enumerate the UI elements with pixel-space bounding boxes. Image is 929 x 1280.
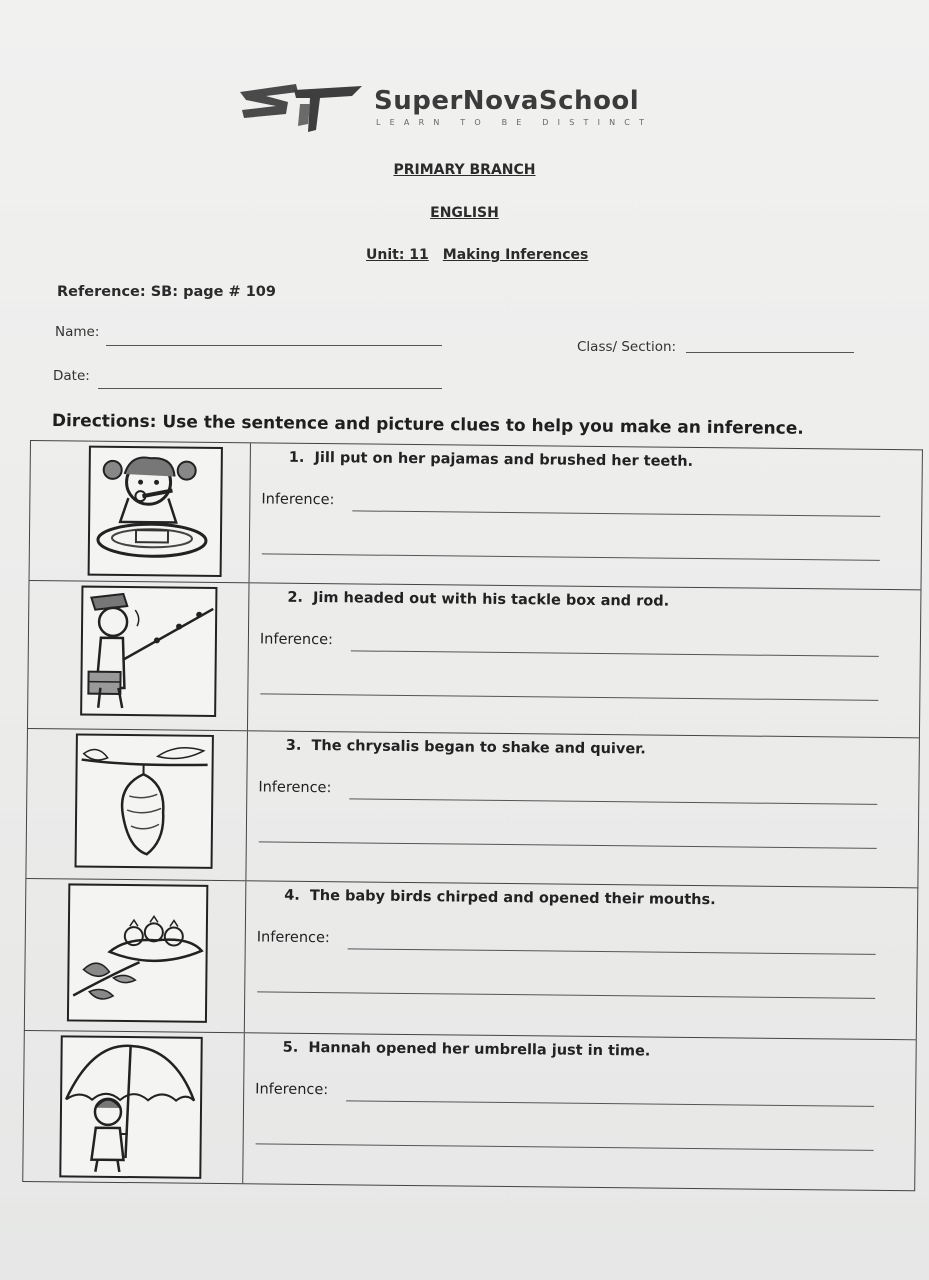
picture-cell: [28, 581, 250, 730]
unit-heading: [366, 247, 588, 263]
school-logo: [236, 80, 726, 140]
table-row: [22, 1030, 917, 1191]
table-row: [24, 878, 919, 1039]
fisherman-icon: [80, 586, 217, 717]
inference-label: Inference:: [258, 779, 332, 797]
school-name: SuperNovaSchool: [374, 86, 640, 116]
inference-label: Inference:: [259, 631, 334, 649]
inference-answer-line[interactable]: [351, 650, 879, 657]
name-line: [106, 345, 442, 346]
inference-label: Inference:: [261, 491, 335, 509]
question-text: 5. Hannah opened her umbrella just in time.: [282, 1039, 651, 1060]
picture-cell: [26, 729, 248, 880]
girl-umbrella-icon: [59, 1035, 202, 1178]
inference-answer-line[interactable]: [352, 510, 880, 517]
question-text: 2. Jim headed out with his tackle box and rod.: [287, 589, 670, 610]
inference-answer-line[interactable]: [259, 841, 877, 848]
name-label: Name:: [55, 324, 100, 340]
reference-text: Reference: SB: page # 109: [57, 284, 276, 300]
inference-label: Inference:: [255, 1081, 329, 1099]
table-row: [27, 580, 922, 737]
subject-heading: ENGLISH: [430, 205, 499, 221]
question-text: 4. The baby birds chirped and opened their mouths.: [284, 887, 716, 909]
inference-answer-line[interactable]: [349, 798, 877, 805]
inference-answer-line[interactable]: [348, 948, 876, 955]
inference-table: [22, 440, 923, 1197]
date-label: Date:: [53, 368, 90, 384]
table-row: [25, 728, 920, 887]
bird-nest-icon: [67, 883, 208, 1022]
inference-answer-line[interactable]: [262, 553, 880, 560]
picture-cell: [23, 1031, 245, 1183]
directions-text: Directions: Use the sentence and picture clues to help you make an inference.: [51, 411, 804, 439]
class-section-line: [686, 352, 854, 353]
unit-title: Making Inferences: [442, 247, 589, 263]
inference-answer-line[interactable]: [257, 991, 875, 998]
question-text: 1. Jill put on her pajamas and brushed her teeth.: [288, 449, 694, 470]
inference-answer-line[interactable]: [256, 1143, 874, 1150]
chrysalis-icon: [75, 733, 214, 868]
inference-answer-line[interactable]: [346, 1100, 874, 1107]
table-row: [29, 440, 923, 589]
unit-number: Unit: 11: [366, 247, 429, 263]
date-line: [98, 388, 442, 389]
school-logo-icon: [236, 80, 364, 134]
girl-brushing-teeth-icon: [88, 446, 223, 577]
inference-label: Inference:: [256, 929, 330, 947]
school-tagline: LEARN TO BE DISTINCT: [376, 118, 654, 127]
question-text: 3. The chrysalis began to shake and quiver.: [285, 737, 646, 758]
inference-answer-line[interactable]: [260, 693, 878, 700]
class-section-label: Class/ Section:: [577, 339, 677, 355]
picture-cell: [25, 879, 247, 1032]
branch-heading: PRIMARY BRANCH: [393, 162, 536, 178]
picture-cell: [30, 441, 251, 582]
